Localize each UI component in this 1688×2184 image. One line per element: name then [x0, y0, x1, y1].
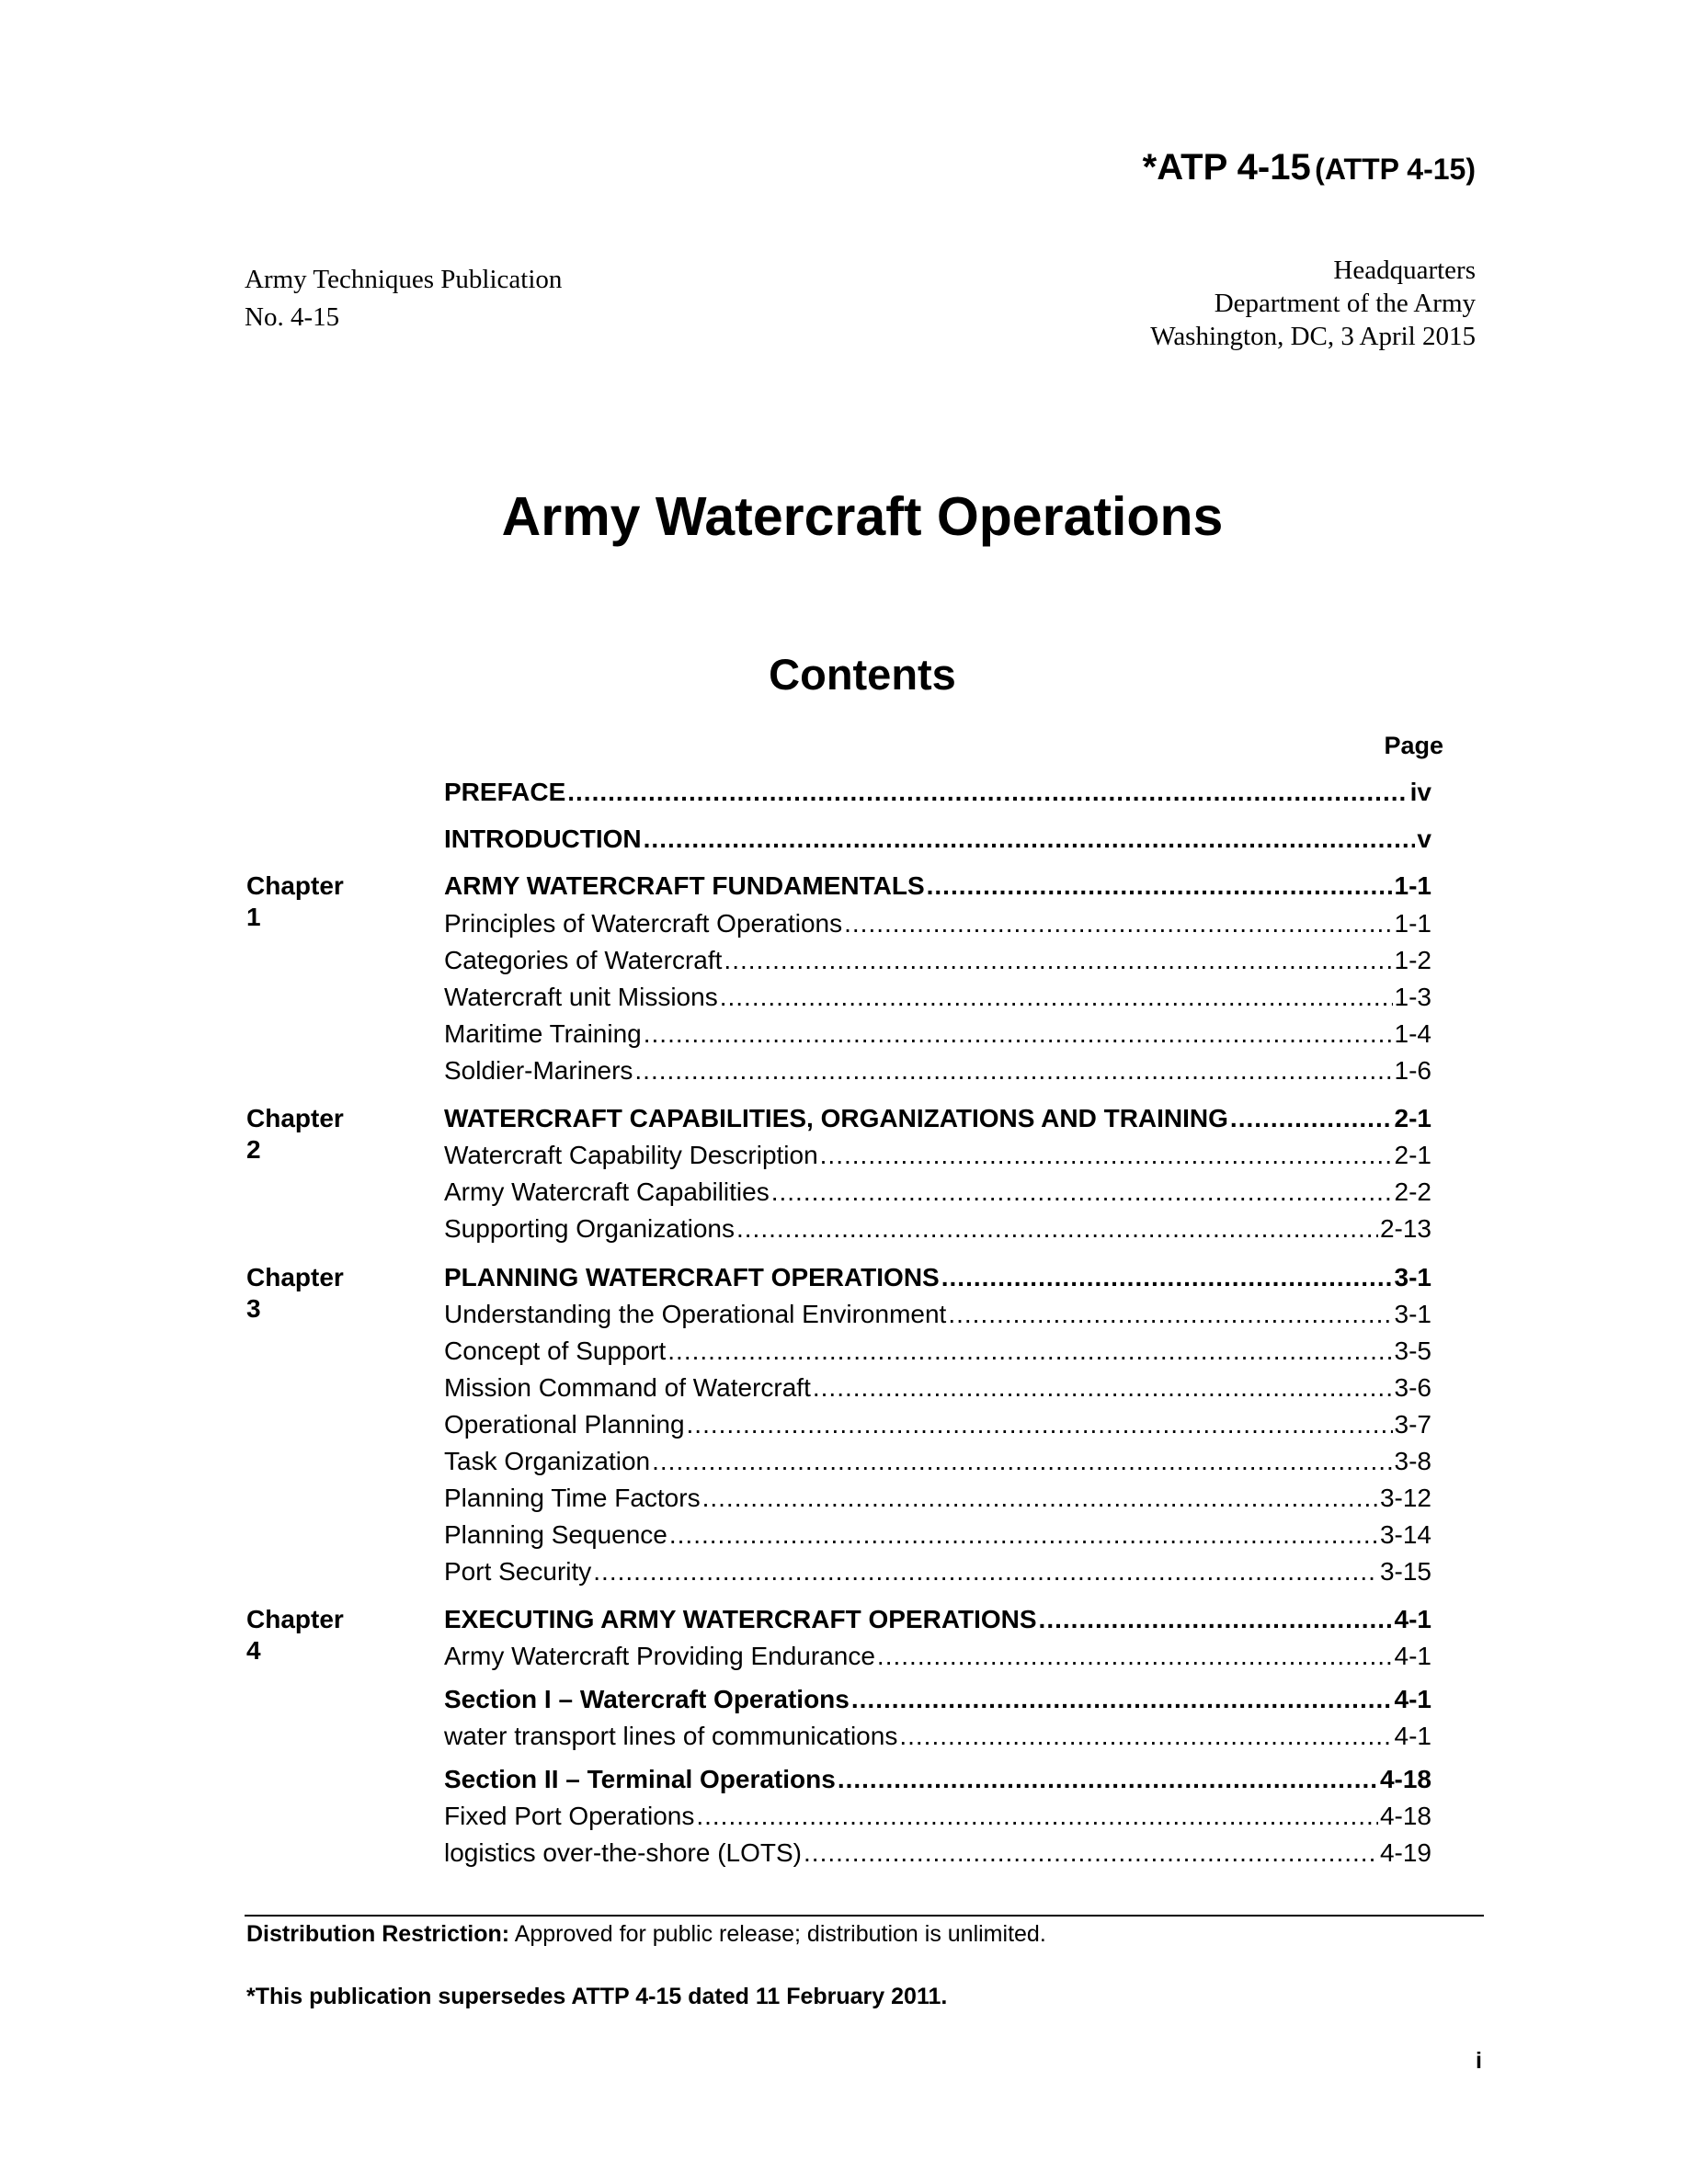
- dot-leader: [941, 1262, 1393, 1293]
- publication-number: No. 4-15: [245, 302, 340, 332]
- toc-entry-title: Soldier-Mariners: [444, 1056, 633, 1085]
- toc-entry[interactable]: [444, 1213, 1431, 1245]
- toc-entry[interactable]: [444, 1018, 1431, 1050]
- toc-entry-title: Planning Time Factors: [444, 1484, 701, 1512]
- chapter-label: Chapter 1: [246, 871, 344, 931]
- dot-leader: [1230, 1103, 1393, 1134]
- toc-entry-page: 1-1: [1394, 909, 1431, 938]
- dot-leader: [820, 1140, 1393, 1171]
- dot-leader: [899, 1721, 1392, 1752]
- department-line: Department of the Army: [1214, 289, 1476, 318]
- page-number: i: [1476, 2048, 1482, 2074]
- issuing-authority: [919, 254, 1476, 353]
- page-column-label: Page: [1384, 732, 1443, 759]
- toc-entry-page: 3-1: [1394, 1300, 1431, 1328]
- toc-entry[interactable]: [444, 1837, 1431, 1869]
- toc-entry-page: 1-1: [1394, 871, 1431, 900]
- toc-entry[interactable]: [444, 870, 1431, 902]
- toc-entry[interactable]: [444, 1556, 1431, 1587]
- toc-entry[interactable]: [444, 1299, 1431, 1330]
- toc-entry-page: iv: [1409, 778, 1431, 806]
- toc-entry[interactable]: [444, 945, 1431, 976]
- toc-entry[interactable]: [444, 777, 1431, 808]
- toc-entry-title: EXECUTING ARMY WATERCRAFT OPERATIONS: [444, 1605, 1037, 1633]
- dot-leader: [724, 945, 1392, 976]
- supersedes-notice: *This publication supersedes ATTP 4-15 dated 11 February 2011.: [246, 1984, 948, 2009]
- dot-leader: [927, 870, 1393, 902]
- footer-divider: [245, 1915, 1484, 1917]
- toc-entry-title: water transport lines of communications: [444, 1722, 898, 1750]
- dot-leader: [593, 1556, 1378, 1587]
- toc-entry-title: logistics over-the-shore (LOTS): [444, 1838, 803, 1867]
- toc-entry-page: 3-8: [1394, 1447, 1431, 1475]
- dot-leader: [652, 1446, 1392, 1477]
- location-date-line: Washington, DC, 3 April 2015: [1150, 322, 1476, 351]
- dot-leader: [669, 1519, 1378, 1551]
- toc-entry-page: 2-1: [1394, 1104, 1431, 1132]
- toc-entry[interactable]: [444, 1262, 1431, 1293]
- toc-entry-title: Concept of Support: [444, 1337, 667, 1365]
- toc-entry[interactable]: [444, 1764, 1431, 1795]
- document-number: [919, 147, 1476, 188]
- toc-entry[interactable]: [444, 1055, 1431, 1086]
- toc-entry-title: Task Organization: [444, 1447, 651, 1475]
- dot-leader: [877, 1641, 1393, 1672]
- toc-entry-page: 4-18: [1379, 1765, 1431, 1793]
- toc-entry-page: 1-4: [1394, 1019, 1431, 1048]
- dot-leader: [634, 1055, 1392, 1086]
- toc-entry-title: Fixed Port Operations: [444, 1802, 695, 1830]
- toc-entry-page: 4-18: [1379, 1802, 1431, 1830]
- dot-leader: [804, 1837, 1378, 1869]
- distribution-restriction: [246, 1919, 1046, 1949]
- dot-leader: [720, 982, 1393, 1013]
- toc-entry-title: Section I – Watercraft Operations: [444, 1685, 850, 1713]
- dot-leader: [844, 908, 1392, 939]
- toc-entry[interactable]: [444, 982, 1431, 1013]
- dot-leader: [644, 824, 1416, 855]
- toc-entry-title: PREFACE: [444, 778, 566, 806]
- toc-entry[interactable]: [444, 1446, 1431, 1477]
- toc-entry-title: Maritime Training: [444, 1019, 642, 1048]
- distribution-text: Approved for public release; distribution is unlimited.: [514, 1921, 1046, 1947]
- toc-entry-title: Principles of Watercraft Operations: [444, 909, 843, 938]
- toc-entry-title: Army Watercraft Capabilities: [444, 1177, 770, 1206]
- chapter-label: Chapter 4: [246, 1605, 344, 1665]
- toc-entry-title: Army Watercraft Providing Endurance: [444, 1642, 875, 1670]
- dot-leader: [851, 1684, 1393, 1715]
- dot-leader: [696, 1801, 1378, 1832]
- toc-entry-page: 1-3: [1394, 983, 1431, 1011]
- toc-entry-title: WATERCRAFT CAPABILITIES, ORGANIZATIONS AND TRAINING: [444, 1104, 1228, 1132]
- toc-entry-page: 4-1: [1394, 1605, 1431, 1633]
- toc-entry[interactable]: [444, 1641, 1431, 1672]
- toc-entry-title: Operational Planning: [444, 1410, 685, 1439]
- toc-entry-page: 3-1: [1394, 1263, 1431, 1291]
- dot-leader: [644, 1018, 1393, 1050]
- toc-entry[interactable]: [444, 1372, 1431, 1404]
- toc-entry[interactable]: [444, 1801, 1431, 1832]
- toc-entry-page: 4-1: [1394, 1642, 1431, 1670]
- publication-type: Army Techniques Publication: [245, 265, 563, 294]
- toc-entry-page: 3-15: [1379, 1557, 1431, 1586]
- dot-leader: [702, 1483, 1378, 1514]
- toc-entry[interactable]: [444, 1336, 1431, 1367]
- toc-entry-title: Watercraft unit Missions: [444, 983, 718, 1011]
- toc-entry[interactable]: [444, 1684, 1431, 1715]
- toc-entry-title: Categories of Watercraft: [444, 946, 723, 974]
- toc-entry-title: ARMY WATERCRAFT FUNDAMENTALS: [444, 871, 925, 900]
- toc-entry[interactable]: [444, 1140, 1431, 1171]
- dot-leader: [1039, 1604, 1393, 1635]
- toc-entry-page: 2-1: [1394, 1141, 1431, 1169]
- document-title: Army Watercraft Operations: [501, 486, 1224, 547]
- toc-entry-title: INTRODUCTION: [444, 825, 642, 853]
- toc-entry-page: 4-1: [1394, 1685, 1431, 1713]
- toc-entry-title: Watercraft Capability Description: [444, 1141, 818, 1169]
- dot-leader: [948, 1299, 1392, 1330]
- toc-entry-title: PLANNING WATERCRAFT OPERATIONS: [444, 1263, 940, 1291]
- toc-entry-title: Section II – Terminal Operations: [444, 1765, 836, 1793]
- toc-entry-title: Supporting Organizations: [444, 1214, 735, 1243]
- toc-entry-page: 2-13: [1379, 1214, 1431, 1243]
- distribution-label: Distribution Restriction:: [246, 1921, 510, 1947]
- toc-entry[interactable]: [444, 1721, 1431, 1752]
- toc-entry[interactable]: [444, 1103, 1431, 1134]
- toc-entry[interactable]: [444, 1177, 1431, 1208]
- dot-leader: [667, 1336, 1392, 1367]
- toc-entry-page: 3-6: [1394, 1373, 1431, 1402]
- contents-heading: Contents: [769, 650, 956, 699]
- toc-entry[interactable]: [444, 908, 1431, 939]
- dot-leader: [838, 1764, 1378, 1795]
- chapter-label: Chapter 3: [246, 1263, 344, 1323]
- toc-entry[interactable]: [444, 1604, 1431, 1635]
- dot-leader: [687, 1409, 1393, 1440]
- toc-entry-title: Mission Command of Watercraft: [444, 1373, 811, 1402]
- toc-entry[interactable]: [444, 1483, 1431, 1514]
- toc-entry[interactable]: [444, 824, 1431, 855]
- toc-entry-page: 3-5: [1394, 1337, 1431, 1365]
- toc-entry-page: 1-6: [1394, 1056, 1431, 1085]
- dot-leader: [736, 1213, 1378, 1245]
- toc-entry-title: Understanding the Operational Environment: [444, 1300, 947, 1328]
- toc-entry-title: Port Security: [444, 1557, 592, 1586]
- dot-leader: [813, 1372, 1393, 1404]
- toc-entry[interactable]: [444, 1409, 1431, 1440]
- document-number-previous: (ATTP 4-15): [1315, 153, 1476, 186]
- toc-entry-title: Planning Sequence: [444, 1520, 667, 1549]
- publication-identifier: [245, 261, 562, 336]
- toc-entry-page: 1-2: [1394, 946, 1431, 974]
- toc-entry-page: 2-2: [1394, 1177, 1431, 1206]
- dot-leader: [567, 777, 1408, 808]
- toc-entry[interactable]: [444, 1519, 1431, 1551]
- toc-entry-page: 4-19: [1379, 1838, 1431, 1867]
- toc-entry-page: 3-7: [1394, 1410, 1431, 1439]
- toc-entry-page: v: [1417, 825, 1431, 853]
- dot-leader: [771, 1177, 1393, 1208]
- toc-entry-page: 3-12: [1379, 1484, 1431, 1512]
- document-number-main: *ATP 4-15: [1142, 147, 1311, 188]
- chapter-label: Chapter 2: [246, 1104, 344, 1164]
- toc-entry-page: 3-14: [1379, 1520, 1431, 1549]
- headquarters-line: Headquarters: [1333, 256, 1476, 285]
- toc-entry-page: 4-1: [1394, 1722, 1431, 1750]
